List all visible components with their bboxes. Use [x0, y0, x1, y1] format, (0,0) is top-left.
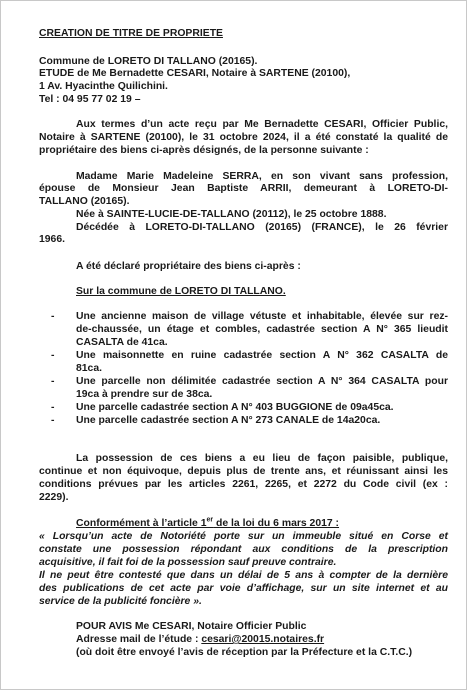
possession-line: La possession de ces biens a eu lieu de façon paisible, publique, [76, 453, 448, 464]
possession-line: continue et non équivoque, depuis plus de trente ans, et réunissant ainsi les [39, 466, 448, 477]
property-item-line: Une ancienne maison de village vétuste et inhabitable, élevée sur rez- [76, 311, 448, 322]
list-bullet: - [51, 350, 55, 361]
possession-line: conditions prévues par les articles 2261, 2265, et 2272 du Code civil (ex : [39, 479, 448, 490]
header-etude: ETUDE de Me Bernadette CESARI, Notaire à SARTENE (20100), [39, 68, 351, 79]
intro-line: Notaire à SARTENE (20100), le 31 octobre 2024, il a été constaté la qualité de [39, 132, 448, 143]
law-reference-text: de la loi du 6 mars 2017 : [213, 518, 340, 529]
header-commune: Commune de LORETO DI TALLANO (20165). [39, 56, 258, 67]
quote-line: « Lorsqu’un acte de Notoriété porte sur un immeuble situé en Corse et [39, 531, 448, 542]
person-line: Madame Marie Madeleine SERRA, en son vivant sans profession, [76, 171, 448, 182]
list-bullet: - [51, 415, 55, 426]
email-link[interactable]: cesari@20015.notaires.fr [201, 634, 325, 645]
list-bullet: - [51, 376, 55, 387]
person-line: épouse de Monsieur Jean Baptiste ARRII, demeurant à LORETO-DI- [39, 183, 448, 194]
possession-line: 2229). [39, 492, 69, 503]
mail-line [76, 634, 324, 647]
person-birth: Née à SAINTE-LUCIE-DE-TALLANO (20112), le 25 octobre 1888. [76, 209, 387, 220]
law-reference-heading [76, 518, 339, 531]
property-item-line: 81ca. [76, 363, 103, 374]
person-line: 1966. [39, 234, 66, 245]
person-line: TALLANO (20165). [39, 196, 130, 207]
list-bullet: - [51, 311, 55, 322]
intro-line: propriétaire des biens ci-après désignés, de la personne suivante : [39, 145, 369, 156]
property-item-line: de-chaussée, un étage et combles, cadastrée section A N° 365 lieudit [76, 324, 448, 335]
person-death: Décédée à LORETO-DI-TALLANO (20165) (FRANCE), le 26 février [76, 222, 448, 233]
notice-signature: POUR AVIS Me CESARI, Notaire Officier Public [76, 621, 307, 632]
property-item-line: Une parcelle cadastrée section A N° 273 CANALE de 14a20ca. [76, 415, 381, 426]
property-item-line: Une parcelle non délimitée cadastrée section A N° 364 CASALTA pour [76, 376, 448, 387]
property-item-line: Une maisonnette en ruine cadastrée section A N° 362 CASALTA de [76, 350, 448, 361]
quote-line: constate une possession répondant aux conditions de la prescription [39, 544, 448, 555]
property-item-line: CASALTA de 41ca. [76, 337, 168, 348]
law-reference-text: Conformément à l’article 1 [76, 518, 207, 529]
quote-line: des publications de cet acte par voie d’affichage, sur un site internet et au [39, 583, 448, 594]
mail-label: Adresse mail de l’étude : [76, 634, 202, 645]
list-bullet: - [51, 402, 55, 413]
law-reference-sup: er [206, 516, 214, 524]
property-item-line: Une parcelle cadastrée section A N° 403 BUGGIONE de 09a45ca. [76, 402, 394, 413]
declared-owner-heading: A été déclaré propriétaire des biens ci-après : [76, 261, 301, 272]
property-item-line: 19ca à prendre sur de 38ca. [76, 389, 213, 400]
quote-line: Il ne peut être contesté que dans un délai de 5 ans à compter de la dernière [39, 570, 448, 581]
commune-heading: Sur la commune de LORETO DI TALLANO. [76, 286, 286, 297]
quote-line: service de la publicité foncière ». [39, 596, 202, 607]
header-address: 1 Av. Hyacinthe Quilichini. [39, 81, 168, 92]
quote-line: acquisitive, il fait foi de la possession sauf preuve contraire. [39, 557, 337, 568]
intro-line: Aux termes d’un acte reçu par Me Bernadette CESARI, Officier Public, [76, 119, 448, 130]
reception-note: (où doit être envoyé l’avis de réception par la Préfecture et la C.T.C.) [76, 647, 413, 658]
header-phone: Tel : 04 95 77 02 19 – [39, 94, 141, 105]
document-title: CREATION DE TITRE DE PROPRIETE [39, 28, 223, 39]
